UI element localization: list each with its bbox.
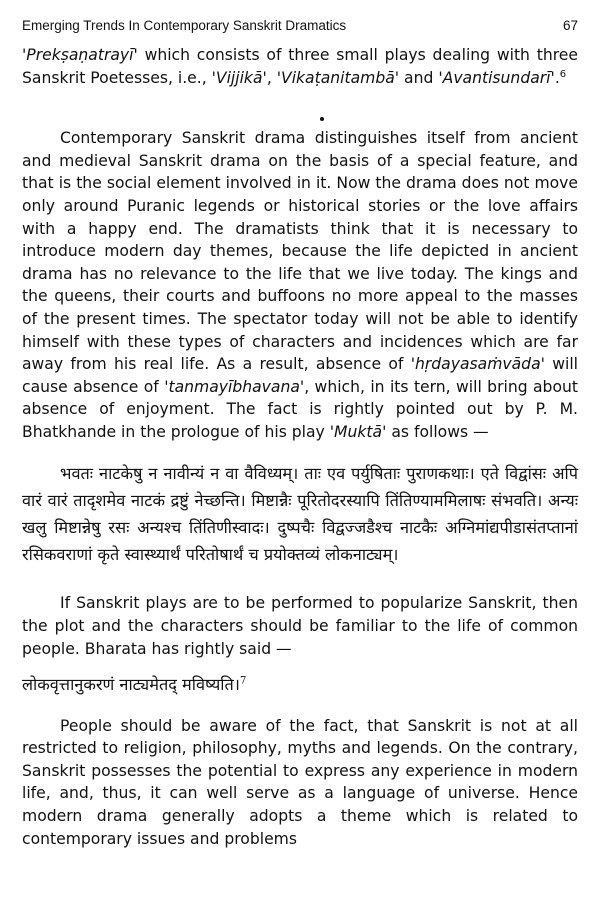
sanskrit-quotation: भवतः नाटकेषु न नावीन्यं न वा वैविध्यम्। ताः एव पर्युषिताः पुराणकथाः। एते विद्वांसः अपि वारं वारं तादृशमेव नाटकं द्रष्टुं नेच्छन्ति। मिष्टान्नैः पूरितोदरस्यापि तिंतिण्याममिलाषः संभवति। अन्यः खलु मिष्टान्नेषु रसः अन्यश्च तिंतिणीस्वादः। दुष्पचैः विद्वज्जडैश्च नाटकैः अग्निमांद्यपीडासंतप्तानां रसिकवराणां कृते स्वास्थ्यार्थं परितोषार्थं च प्रयोक्तव्यं लोकनाट्यम्। (22, 463, 578, 565)
text-span: , (266, 68, 277, 87)
paragraph-continuation (22, 44, 578, 89)
running-title: Emerging Trends In Contemporary Sanskrit Dramatics (22, 18, 347, 33)
title-avantisundari: 'Avantisundarī' (438, 68, 555, 87)
term-hrdayasamvada: 'hṛdayasaṁvāda' (410, 355, 545, 374)
footnote-marker: 6 (559, 68, 567, 80)
term-tanmayibhavana: 'tanmayībhavana' (164, 377, 305, 396)
sanskrit-sloka (22, 674, 578, 697)
text-span: which consists of three small plays dealing with three Sanskrit Poetesses, i.e., (22, 46, 578, 87)
text-span: Contemporary Sanskrit drama distinguishes itself from ancient and medieval Sanskrit drama on the basis of a special feature, and that is the social element involved in it. Now the drama does not move only around Puranic legends or historical stories or the love affairs with a happy end. The dramatists think that it is necessary to introduce modern day themes, because the life depicted in ancient drama has no relevance to the life that we live today. The kings and the queens, their courts and buffoons no more appeal to the masses of the present times. The spectator today will not be able to identify himself with these types of characters and incidences which are far away from his real life. As a result, absence of (22, 129, 578, 374)
paragraph-contemporary-drama (22, 127, 578, 443)
footnote-marker: 7 (239, 675, 247, 687)
paragraph-awareness: People should be aware of the fact, that Sanskrit is not at all restricted to religion, philosophy, myths and legends. On the contrary, Sanskrit possesses the potential to express any experience in modern life, and, thus, it can well serve as a language of universe. Hence modern drama generally adopts a theme which is related to contemporary issues and problems (22, 716, 578, 848)
running-header (22, 18, 578, 40)
title-vijjika: 'Vijjikā' (211, 68, 267, 87)
text-span: will cause absence of (22, 355, 578, 396)
text-span: . (554, 68, 560, 87)
page-number: 67 (562, 18, 578, 33)
title-vikatanitamba: 'Vikaṭanitambā' (276, 68, 400, 87)
page-body (22, 44, 578, 850)
text-span: and (399, 68, 439, 87)
title-mukta: 'Muktā' (329, 422, 387, 441)
paragraph-popularize: If Sanskrit plays are to be performed to popularize Sanskrit, then the plot and the characters should be familiar to the life of common people. Bharata has rightly said — (22, 594, 578, 658)
sloka-text: लोकवृत्तानुकरणं नाट्यमेतद् मविष्यति। (22, 675, 240, 695)
text-span: as follows — (386, 422, 489, 441)
title-preksanatrayi: 'Prekṣaṇatrayī' (22, 46, 138, 64)
text-span: , which, in its tern, will bring about absence of enjoyment. The fact is rightly pointed out by P. M. Bhatkhande in the prologue of his play (22, 377, 578, 441)
